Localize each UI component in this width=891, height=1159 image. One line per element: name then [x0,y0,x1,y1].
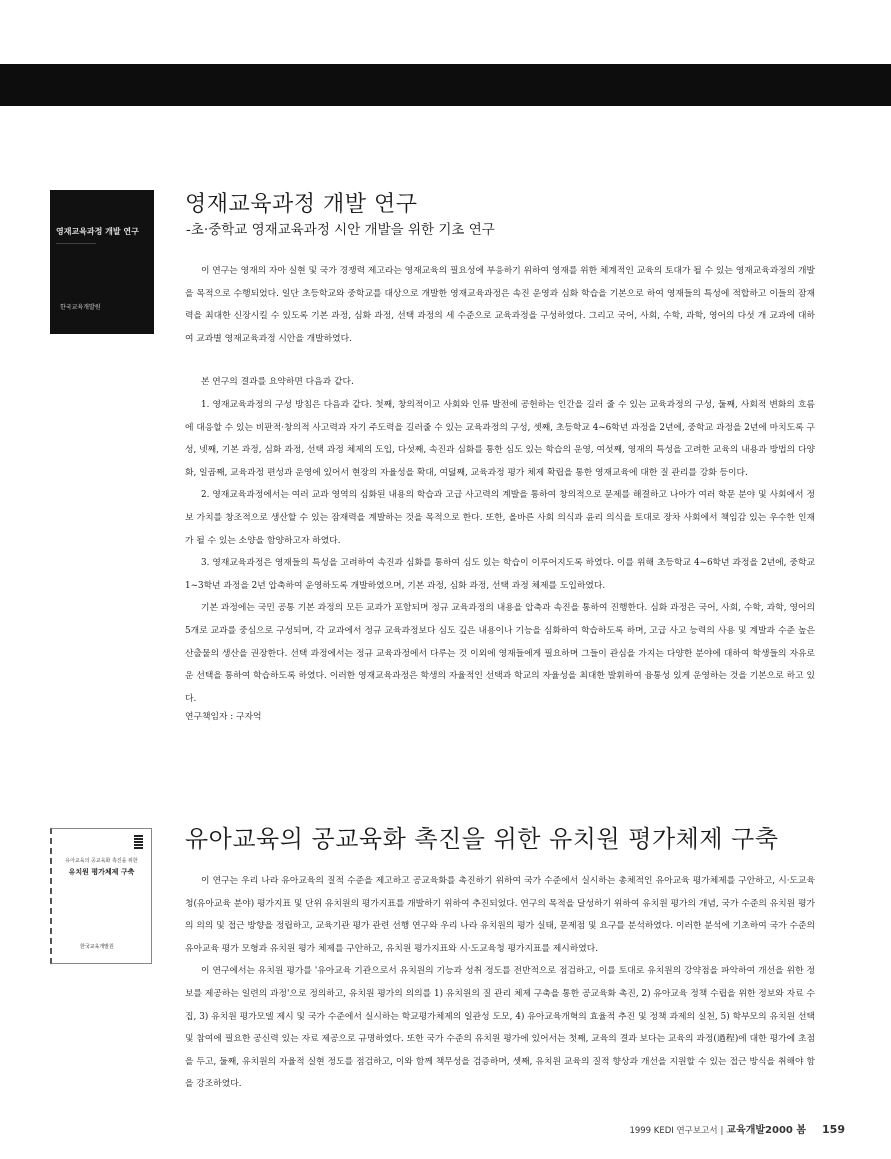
cover-top-text: 유아교육의 공교육화 촉진을 위한 [65,858,138,864]
article-kindergarten-evaluation [185,822,815,1096]
cover-subtitle: —————————— [56,241,96,246]
paragraph: 2. 영재교육과정에서는 여러 교과 영역의 심화된 내용의 학습과 고급 사고력의 계발을 통하여 창의적으로 문제를 해결하고 나아가 여러 학문 분야 및 사회에서 정보 가치를 창조적으로 생산할 수 있는 잠재력을 계발하는 것을 목적으로 한다. 또한, 올바른 사회 의식과 윤리 의식을 토대로 장차 사회에서 책임감 있는 우수한 인재가 될 수 있는 소양을 함양하고자 하였다. [185,490,815,546]
footer-series: 교육개발2000 봄 [726,1125,807,1136]
article-body [185,260,815,726]
cover-title: 영재교육과정 개발 연구 [56,227,139,236]
paragraph: 기본 과정에는 국민 공통 기본 과정의 모든 교과가 포함되며 정규 교육과정의 내용을 압축과 속진을 통하여 진행한다. 심화 과정은 국어, 사회, 수학, 과학, 영어의 5개로 교과를 중심으로 구성되며, 각 교과에서 정규 교육과정보다 심도 깊은 내용이나 기능을 심화하여 학습하도록 하며, 고급 사고 능력의 사용 및 계발과 수준 높은 산출물의 생산을 권장한다. 선택 과정에서는 정규 교육과정에서 다루는 것 이외에 영재들에게 필요하며 그들이 관심을 가지는 다양한 분야에 대하여 학생들의 자유로운 선택을 통하여 학습하도록 하였다. 이러한 영재교육과정은 학생의 자율적인 선택과 학교의 자율성을 최대한 발휘하여 융통성 있게 운영하는 것을 기본으로 하고 있다. [185,603,815,704]
report-cover-thumbnail [50,190,154,334]
page-number: 159 [822,1123,845,1136]
header-band [0,64,891,106]
author-line: 연구책임자 : 구자억 [185,712,262,723]
article-title: 유아교육의 공교육화 촉진을 위한 유치원 평가체제 구축 [185,825,779,853]
paragraph: 본 연구의 결과를 요약하면 다음과 같다. [201,377,354,388]
paragraph: 이 연구에서는 유치원 평가를 '유아교육 기관으로서 유치원의 기능과 성취 정도를 전반적으로 점검하고, 이를 토대로 유치원의 강약점을 파악하여 개선을 위한 정보를 제공하는 일련의 과정'으로 정의하고, 유치원 평가의 의의를 1) 유치원의 질 관리 체제 구축을 통한 공교육화 촉진, 2) 유아교육 정책 수립을 위한 정보와 자료 수집, 3) 유치원 평가모델 제시 및 국가 수준에서 실시하는 학교평가체제의 일관성 도모, 4) 유아교육개혁의 효율적 추진 및 정책 과제의 실천, 5) 학부모의 유치원 선택 및 참여에 필요한 공신력 있는 자료 제공으로 규명하였다. 또한 국가 수준의 유치원 평가에 있어서는 첫째, 교육의 결과 보다는 교육의 과정(過程)에 대한 평가에 초점을 두고, 둘째, 유치원의 자율적 실현 정도를 점검하고, 이와 함께 책무성을 검증하며, 셋째, 유치원 교육의 질적 향상과 개선을 지원할 수 있는 접근 방식을 취해야 함을 강조하였다. [185,966,815,1090]
paragraph: 1. 영재교육과정의 구성 방침은 다음과 같다. 첫째, 창의적이고 사회와 인류 발전에 공헌하는 인간을 길러 줄 수 있는 교육과정의 구성, 둘째, 사회적 변화의 흐름에 대응할 수 있는 비판적·창의적 사고력과 자기 주도력을 길러줄 수 있는 교육과정의 구성, 셋째, 초등학교 4~6학년 과정을 2년에, 중학교 과정을 2년에 마치도록 구성, 넷째, 기본 과정, 심화 과정, 선택 과정 체제의 도입, 다섯째, 속진과 심화를 통한 심도 있는 학습의 운영, 여섯째, 영재의 특성을 고려한 교육의 내용과 방법의 다양화, 일곱째, 교육과정 편성과 운영에 있어서 현장의 자율성을 확대, 여덟째, 교육과정 평가 체제 확립을 통한 영재교육에 대한 질 관리를 강화 등이다. [185,399,815,478]
article-gifted-curriculum [185,190,815,726]
cover-publisher: 한국교육개발원 [80,944,114,950]
article-body [185,870,815,1096]
emblem-icon [134,835,143,849]
cover-publisher: 한국교육개발원 [60,304,101,311]
paragraph: 이 연구는 영재의 자아 실현 및 국가 경쟁력 제고라는 영재교육의 필요성에 부응하기 위하여 영재를 위한 체계적인 교육의 토대가 될 수 있는 영재교육과정의 개발을 목적으로 수행되었다. 일단 초등학교와 중학교를 대상으로 개발한 영재교육과정은 속진 운영과 심화 학습을 기본으로 하여 영재들의 특성에 적합하고 이들의 잠재력을 최대한 신장시킬 수 있도록 기본 과정, 심화 과정, 선택 과정의 세 수준으로 교육과정을 구성하였다. 그리고 국어, 사회, 수학, 과학, 영어의 다섯 개 교과에 대하여 교과별 영재교육과정 시안을 개발하였다. [185,266,815,344]
report-cover-thumbnail-2 [50,828,152,964]
paragraph: 3. 영재교육과정은 영재들의 특성을 고려하여 속진과 심화를 통하여 심도 있는 학습이 이루어지도록 하였다. 이를 위해 초등학교 4~6학년 과정을 2년에, 중학교 1~3학년 과정을 2년 압축하여 운영하도록 개발하였으며, 기본 과정, 심화 과정, 선택 과정 체제를 도입하였다. [185,558,815,591]
cover-title: 유치원 평가체제 구축 [68,868,135,876]
article-title: 영재교육과정 개발 연구 [185,192,418,217]
article-subtitle: -초·중학교 영재교육과정 시안 개발을 위한 기초 연구 [186,222,495,238]
page-footer: 1999 KEDI 연구보고서 | 교육개발2000 봄 159 [629,1123,845,1136]
footer-report: 1999 KEDI 연구보고서 [629,1126,718,1136]
paragraph: 이 연구는 우리 나라 유아교육의 질적 수준을 제고하고 공교육화를 촉진하기 위하여 국가 수준에서 실시하는 총체적인 유아교육 평가체제를 구안하고, 시·도교육청(유아교육 분야) 평가지표 및 단위 유치원의 평가지표를 개발하기 위하여 추진되었다. 연구의 목적을 달성하기 위하여 유치원 평가의 개념, 국가 수준의 유치원 평가의 의의 및 접근 방향을 정립하고, 교육기관 평가 관련 선행 연구와 우리 나라 유치원의 평가 실태, 문제점 및 요구를 분석하였다. 이러한 분석에 기초하여 국가 수준의 유아교육 평가 모형과 유치원 평가 체제를 구안하고, 유치원 평가지표와 시·도교육청 평가지표를 제시하였다. [185,876,815,954]
